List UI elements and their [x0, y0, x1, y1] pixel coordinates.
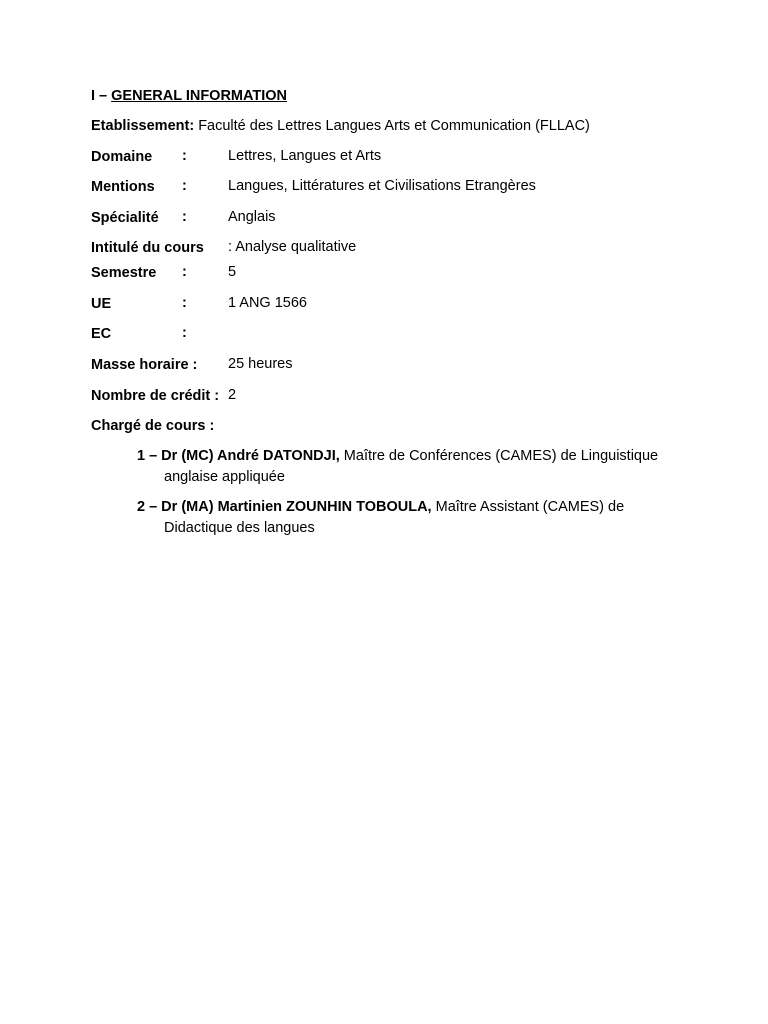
field-label: Mentions — [91, 179, 155, 195]
lecturer-title: Maître de Conférences (CAMES) de Linguistique — [343, 448, 659, 464]
field-value: 1 ANG 1566 — [228, 295, 307, 311]
field-label: Semestre — [91, 265, 157, 281]
field-colon: : — [182, 178, 187, 194]
field-label: EC — [91, 326, 112, 342]
field-colon: : — [182, 325, 187, 341]
field-mentions — [91, 178, 155, 196]
field-value: Langues, Littératures et Civilisations Etrangères — [228, 178, 536, 194]
lecturer-item — [137, 446, 676, 488]
field-value: : Analyse qualitative — [228, 239, 357, 255]
charge-label: Chargé de cours : — [91, 418, 215, 434]
field-value: 25 heures — [228, 356, 293, 372]
etablissement-value: Faculté des Lettres Langues Arts et Communication (FLLAC) — [198, 118, 590, 134]
field-colon: : — [182, 295, 187, 311]
field-colon: : — [182, 264, 187, 280]
field-semestre — [91, 264, 156, 282]
field-label: Spécialité — [91, 210, 159, 226]
lecturer-title: Maître Assistant (CAMES) de — [435, 499, 625, 515]
field-colon: : — [182, 148, 187, 164]
field-masse-horaire — [91, 356, 197, 374]
section-number: I – — [91, 88, 108, 104]
field-label: Nombre de crédit : — [91, 388, 220, 404]
field-value: 2 — [228, 387, 237, 403]
lecturer-name: 2 – Dr (MA) Martinien ZOUNHIN TOBOULA, — [137, 499, 432, 515]
field-value: 5 — [228, 264, 237, 280]
etablissement-row — [91, 117, 590, 135]
section-title: GENERAL INFORMATION — [111, 88, 288, 104]
field-intitule — [91, 239, 204, 257]
field-label: UE — [91, 296, 112, 312]
lecturer-item — [137, 497, 676, 539]
field-domaine — [91, 148, 152, 166]
etablissement-label: Etablissement: — [91, 118, 195, 134]
field-value: Anglais — [228, 209, 276, 225]
lecturer-title-cont: Didactique des langues — [164, 520, 315, 536]
field-specialite — [91, 209, 159, 227]
field-label: Domaine — [91, 149, 153, 165]
field-colon: : — [182, 209, 187, 225]
lecturer-title-cont: anglaise appliquée — [164, 469, 285, 485]
field-ue — [91, 295, 111, 313]
field-label: Masse horaire : — [91, 357, 198, 373]
field-label: Intitulé du cours — [91, 240, 204, 256]
field-ec — [91, 325, 111, 343]
section-heading — [91, 87, 287, 105]
field-credit — [91, 387, 219, 405]
lecturer-name: 1 – Dr (MC) André DATONDJI, — [137, 448, 340, 464]
field-value: Lettres, Langues et Arts — [228, 148, 382, 164]
